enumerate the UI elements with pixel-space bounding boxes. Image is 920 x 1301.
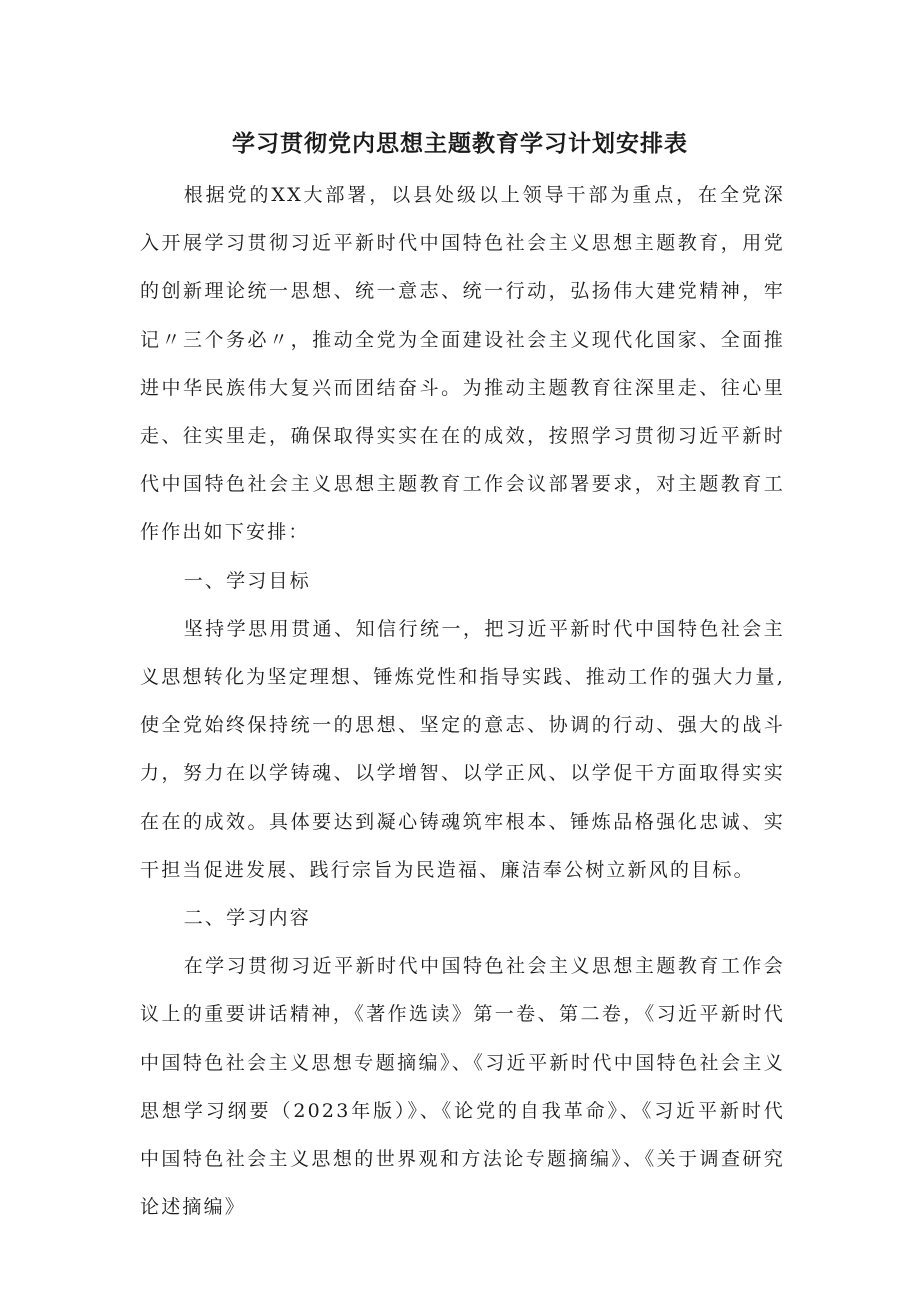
document-body [140,171,785,1231]
section-heading-content: 二、学习内容 [183,907,311,930]
document-title: 学习贯彻党内思想主题教育学习计划安排表 [232,131,688,157]
section-heading-goals: 一、学习目标 [183,569,311,592]
paragraph-content: 在学习贯彻习近平新时代中国特色社会主义思想主题教育工作会议上的重要讲话精神，《著作选读》第一卷、第二卷，《习近平新时代中国特色社会主义思想专题摘编》、《习近平新时代中国特色社会主义思想学习纲要（2023年版）》、《论党的自我革命》、《习近平新时代中国特色社会主义思想的世界观和方法论专题摘编》、《关于调查研究论述摘编》 [140,955,785,1219]
paragraph-goals: 坚持学思用贯通、知信行统一，把习近平新时代中国特色社会主义思想转化为坚定理想、锤炼党性和指导实践、推动工作的强大力量,使全党始终保持统一的思想、坚定的意志、协调的行动、强大的战斗力，努力在以学铸魂、以学增智、以学正风、以学促干方面取得实实在在的成效。具体要达到凝心铸魂筑牢根本、锤炼品格强化忠诚、实干担当促进发展、践行宗旨为民造福、廉洁奉公树立新风的目标。 [140,617,785,881]
paragraph-intro: 根据党的XX大部署，以县处级以上领导干部为重点，在全党深入开展学习贯彻习近平新时代中国特色社会主义思想主题教育，用党的创新理论统一思想、统一意志、统一行动，弘扬伟大建党精神，牢记〃三个务必〃，推动全党为全面建设社会主义现代化国家、全面推进中华民族伟大复兴而团结奋斗。为推动主题教育往深里走、往心里走、往实里走，确保取得实实在在的成效，按照学习贯彻习近平新时代中国特色社会主义思想主题教育工作会议部署要求，对主题教育工作作出如下安排： [140,184,785,544]
